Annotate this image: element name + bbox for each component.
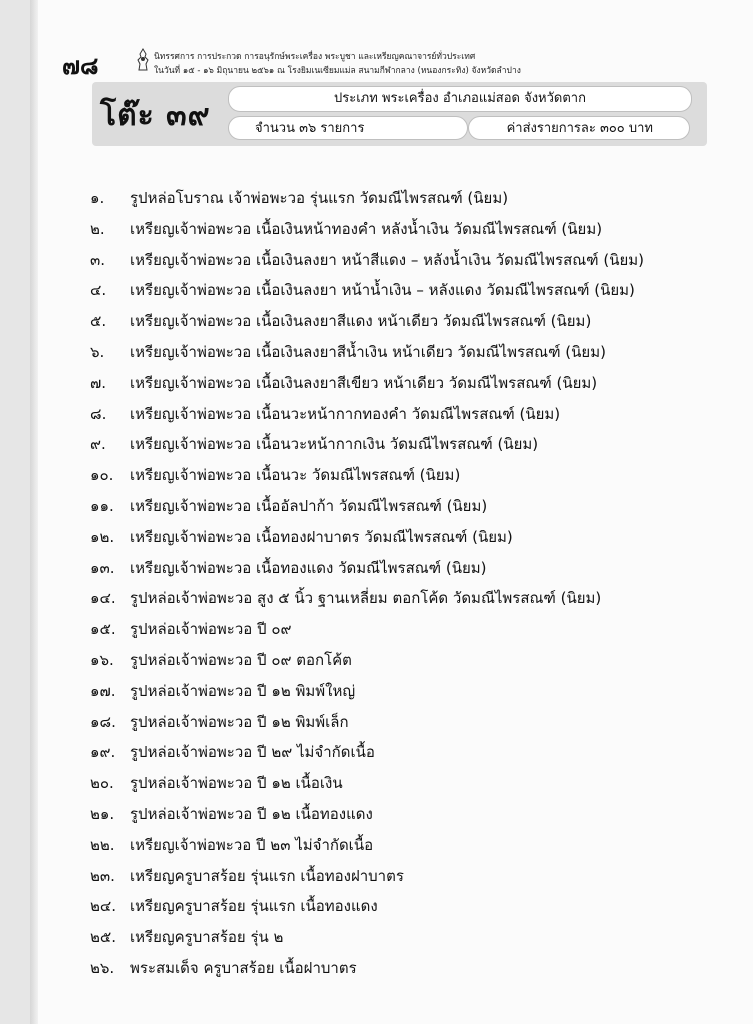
item-number: ๑๕.	[90, 620, 116, 639]
item-text: เหรียญเจ้าพ่อพะวอ เนื้อทองฝาบาตร วัดมณีไพรสณฑ์ (นิยม)	[130, 527, 513, 546]
item-text: เหรียญเจ้าพ่อพะวอ ปี ๒๓ ไม่จำกัดเนื้อ	[130, 835, 374, 854]
item-number: ๒๓.	[90, 866, 115, 885]
item-number: ๒๒.	[90, 835, 115, 854]
list-item	[90, 550, 710, 581]
item-text: พระสมเด็จ ครูบาสร้อย เนื้อฝาบาตร	[130, 958, 357, 977]
page-gutter-shadow	[30, 0, 38, 1024]
item-number: ๑๖.	[90, 650, 114, 669]
item-text: รูปหล่อเจ้าพ่อพะวอ ปี ๑๒ เนื้อเงิน	[130, 774, 343, 793]
item-number: ๖.	[90, 342, 105, 361]
list-item	[90, 272, 710, 303]
list-item	[90, 919, 710, 950]
category-type: ประเภท พระเครื่อง อำเภอแม่สอด จังหวัดตาก	[228, 86, 692, 112]
item-text: รูปหล่อเจ้าพ่อพะวอ ปี ๐๙ ตอกโค้ต	[130, 650, 352, 669]
emblem-icon	[135, 48, 151, 72]
item-text: เหรียญเจ้าพ่อพะวอ เนื้อเงินลงยาสีน้ำเงิน หน้าเดียว วัดมณีไพรสณฑ์ (นิยม)	[130, 342, 606, 361]
item-number: ๗.	[90, 373, 107, 392]
list-item	[90, 950, 710, 981]
list-item	[90, 426, 710, 457]
item-text: เหรียญเจ้าพ่อพะวอ เนื้ออัลปาก้า วัดมณีไพรสณฑ์ (นิยม)	[130, 496, 488, 515]
list-item	[90, 858, 710, 889]
list-item	[90, 180, 710, 211]
item-number: ๔.	[90, 281, 107, 300]
item-number: ๑๔.	[90, 589, 116, 608]
list-item	[90, 888, 710, 919]
item-count: จำนวน ๓๖ รายการ	[228, 116, 468, 140]
item-number: ๑๙.	[90, 743, 116, 762]
item-number: ๑๗.	[90, 681, 116, 700]
item-text: เหรียญเจ้าพ่อพะวอ เนื้อเงินลงยา หน้าสีแดง – หลังน้ำเงิน วัดมณีไพรสณฑ์ (นิยม)	[130, 250, 645, 269]
list-item	[90, 519, 710, 550]
list-item	[90, 211, 710, 242]
item-text: เหรียญเจ้าพ่อพะวอ เนื้อนวะ วัดมณีไพรสณฑ์ (นิยม)	[130, 466, 461, 485]
item-list	[90, 180, 710, 981]
item-text: เหรียญเจ้าพ่อพะวอ เนื้อเงินลงยา หน้าน้ำเงิน – หลังแดง วัดมณีไพรสณฑ์ (นิยม)	[130, 281, 635, 300]
item-text: เหรียญเจ้าพ่อพะวอ เนื้อนวะหน้ากากเงิน วัดมณีไพรสณฑ์ (นิยม)	[130, 435, 539, 454]
item-text: รูปหล่อโบราณ เจ้าพ่อพะวอ รุ่นแรก วัดมณีไพรสณฑ์ (นิยม)	[130, 189, 509, 207]
list-item	[90, 396, 710, 427]
list-item	[90, 827, 710, 858]
item-text: รูปหล่อเจ้าพ่อพะวอ ปี ๐๙	[130, 620, 292, 639]
item-text: เหรียญเจ้าพ่อพะวอ เนื้อทองแดง วัดมณีไพรสณฑ์ (นิยม)	[130, 558, 487, 577]
list-item	[90, 365, 710, 396]
list-item	[90, 303, 710, 334]
entry-fee: ค่าส่งรายการละ ๓๐๐ บาท	[468, 116, 690, 140]
list-item	[90, 580, 710, 611]
item-number: ๑๑.	[90, 496, 114, 515]
item-text: เหรียญเจ้าพ่อพะวอ เนื้อเงินหน้าทองคำ หลังน้ำเงิน วัดมณีไพรสณฑ์ (นิยม)	[130, 219, 603, 238]
item-number: ๓.	[90, 250, 106, 269]
table-label: โต๊ะ ๓๙	[100, 98, 211, 133]
item-text: รูปหล่อเจ้าพ่อพะวอ ปี ๒๙ ไม่จำกัดเนื้อ	[130, 743, 375, 762]
list-item	[90, 704, 710, 735]
item-text: เหรียญครูบาสร้อย รุ่น ๒	[130, 928, 284, 947]
list-item	[90, 796, 710, 827]
list-item	[90, 457, 710, 488]
item-number: ๑.	[90, 189, 105, 207]
page-number: ๗๘	[62, 52, 99, 80]
item-text: รูปหล่อเจ้าพ่อพะวอ ปี ๑๒ พิมพ์ใหญ่	[130, 681, 356, 700]
item-number: ๒๑.	[90, 804, 115, 823]
item-text: รูปหล่อเจ้าพ่อพะวอ ปี ๑๒ พิมพ์เล็ก	[130, 712, 349, 731]
item-number: ๑๐.	[90, 466, 114, 485]
item-number: ๒๖.	[90, 958, 115, 977]
item-text: รูปหล่อเจ้าพ่อพะวอ ปี ๑๒ เนื้อทองแดง	[130, 804, 373, 823]
item-text: เหรียญเจ้าพ่อพะวอ เนื้อนวะหน้ากากทองคำ วัดมณีไพรสณฑ์ (นิยม)	[130, 404, 561, 423]
item-number: ๘.	[90, 404, 107, 423]
list-item	[90, 673, 710, 704]
item-text: เหรียญเจ้าพ่อพะวอ เนื้อเงินลงยาสีเขียว หน้าเดียว วัดมณีไพรสณฑ์ (นิยม)	[130, 373, 598, 392]
item-text: เหรียญครูบาสร้อย รุ่นแรก เนื้อทองแดง	[130, 897, 378, 916]
header-event-title: นิทรรศการ การประกวด การอนุรักษ์พระเครื่อง พระบูชา และเหรียญคณาจารย์ทั่วประเทศ	[154, 52, 476, 62]
header-event-date-venue: ในวันที่ ๑๕ - ๑๖ มิถุนายน ๒๕๖๑ ณ โรงยิมเนเซียมแม่ล สนามกีฬากลาง (หนองกระทิง) จังหวัดลำปาง	[154, 66, 521, 76]
list-item	[90, 765, 710, 796]
item-number: ๒๐.	[90, 774, 114, 793]
item-number: ๑๓.	[90, 558, 115, 577]
list-item	[90, 734, 710, 765]
list-item	[90, 242, 710, 273]
item-text: เหรียญครูบาสร้อย รุ่นแรก เนื้อทองฝาบาตร	[130, 866, 404, 885]
item-number: ๙.	[90, 435, 106, 454]
list-item	[90, 611, 710, 642]
item-number: ๑๒.	[90, 527, 115, 546]
page-header	[62, 46, 702, 78]
item-text: เหรียญเจ้าพ่อพะวอ เนื้อเงินลงยาสีแดง หน้าเดียว วัดมณีไพรสณฑ์ (นิยม)	[130, 312, 592, 331]
item-number: ๑๘.	[90, 712, 116, 731]
list-item	[90, 488, 710, 519]
list-item	[90, 642, 710, 673]
item-number: ๒.	[90, 219, 105, 238]
table-info-box	[92, 82, 707, 146]
list-item	[90, 334, 710, 365]
item-text: รูปหล่อเจ้าพ่อพะวอ สูง ๕ นิ้ว ฐานเหลี่ยม ตอกโค้ด วัดมณีไพรสณฑ์ (นิยม)	[130, 589, 602, 608]
item-number: ๒๔.	[90, 897, 117, 916]
item-number: ๒๕.	[90, 928, 117, 947]
item-number: ๕.	[90, 312, 107, 331]
